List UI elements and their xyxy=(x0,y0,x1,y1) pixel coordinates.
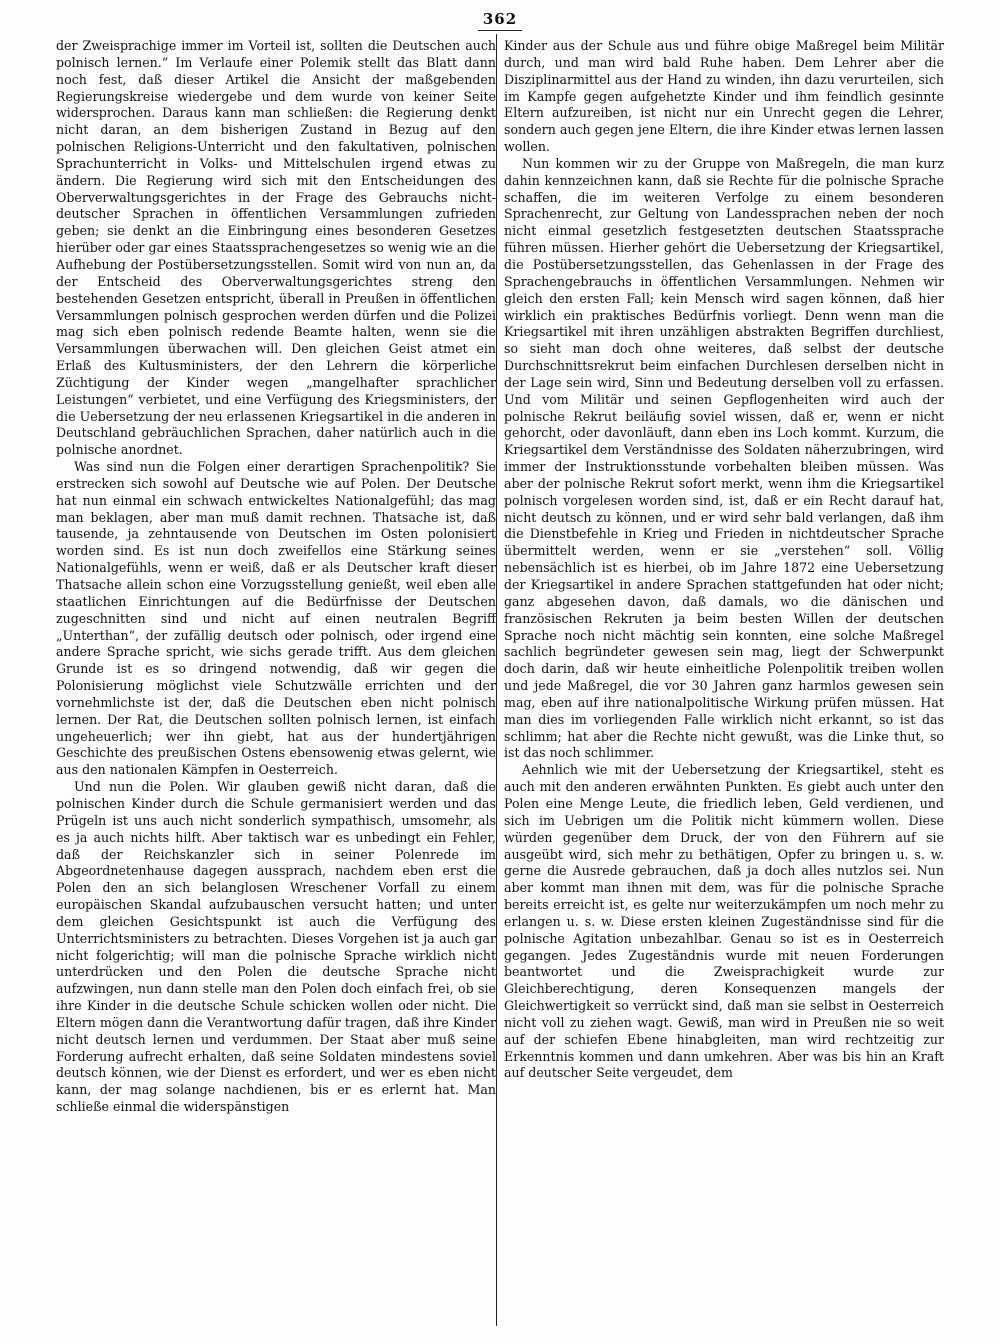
left-column xyxy=(56,38,496,1330)
paragraph: Nun kommen wir zu der Gruppe von Maßregeln, die man kurz dahin kennzeichnen kann, daß sie Rechte für die polnische Sprache schaffen, die im weiteren Verfolge zu einem besonderen Sprachenrecht, zur Geltung von Landessprachen neben der noch nicht einmal gesetzlich festgesetzten deutschen Staatssprache führen müssen. Hierher gehört die Uebersetzung der Kriegsartikel, die Postübersetzungsstellen, das Gehenlassen in der Frage des Sprachengebrauchs in öffentlichen Versammlungen. Nehmen wir gleich den ersten Fall; kein Mensch wird sagen können, daß hier wirklich ein praktisches Bedürfnis vorliegt. Denn wenn man die Kriegsartikel mit ihren unzähligen abstrakten Begriffen durchliest, so sieht man doch ohne weiteres, daß selbst der deutsche Durchschnittsrekrut beim einfachen Durchlesen derselben nicht in der Lage sein wird, Sinn und Bedeutung derselben voll zu erfassen. Und vom Militär und seinen Gepflogenheiten wird auch der polnische Rekrut beiläufig soviel wissen, daß er, wenn er nicht gehorcht, oder davonläuft, dann eben ins Loch kommt. Kurzum, die Kriegsartikel dem Verständnisse des Soldaten näherzubringen, wird immer der Instruktionsstunde vorbehalten bleiben müssen. Was aber der polnische Rekrut sofort merkt, wenn ihm die Kriegsartikel polnisch vorgelesen worden sind, ist, daß er ein Recht darauf hat, nicht deutsch zu können, und er wird sehr bald verlangen, daß ihm die Dienstbefehle in Krieg und Frieden in nichtdeutscher Sprache übermittelt werden, wenn er sie „verstehen“ soll. Völlig nebensächlich ist es hierbei, ob im Jahre 1872 eine Uebersetzung der Kriegsartikel in andere Sprachen stattgefunden hat oder nicht; ganz abgesehen davon, daß damals, wo die dänischen und französischen Rekruten ja beim besten Willen der deutschen Sprache noch nicht mächtig sein konnten, eine solche Maßregel sachlich begründeter gewesen sein mag, liegt der Schwerpunkt doch darin, daß wir heute einheitliche Polenpolitik treiben wollen und jede Maßregel, die vor 30 Jahren ganz harmlos gewesen sein mag, eben auf ihre nationalpolitische Wirkung prüfen müssen. Hat man dies im vorliegenden Falle wirklich nicht erkannt, so ist das schlimm; hat aber die Rechte nicht gewußt, was die Linke thut, so ist das noch schlimmer. xyxy=(504,155,944,761)
paragraph: der Zweisprachige immer im Vorteil ist, sollten die Deutschen auch polnisch lernen.“ Im Verlaufe einer Polemik stellt das Blatt dann noch fest, daß dieser Artikel die Ansicht der maßgebenden Regierungskreise wiedergebe und dem wurde von keiner Seite widersprochen. Daraus kann man schließen: die Regierung denkt nicht daran, an dem bisherigen Zustand in Bezug auf den polnischen Religions-Unterricht und den fakultativen, polnischen Sprachunterricht in Volks- und Mittelschulen irgend etwas zu ändern. Die Regierung wird sich mit den Entscheidungen des Oberverwaltungsgerichtes in der Frage des Gebrauchs nicht-deutscher Sprachen in öffentlichen Versammlungen zufrieden geben; sie denkt an die Einbringung eines besonderen Gesetzes hierüber oder gar eines Staatssprachengesetzes so wenig wie an die Aufhebung der Postübersetzungsstellen. Somit wird von nun an, da der Entscheid des Oberverwaltungsgerichtes streng den bestehenden Gesetzen entspricht, überall in Preußen in öffentlichen Versammlungen polnisch gesprochen werden dürfen und die Polizei mag sich eben polnisch redende Beamte halten, wenn sie die Versammlungen überwachen will. Den gleichen Geist atmet ein Erlaß des Kultusministers, der den Lehrern die körperliche Züchtigung der Kinder wegen „mangelhafter sprachlicher Leistungen“ verbietet, und eine Verfügung des Kriegsministers, der die Uebersetzung der neu erlassenen Kriegsartikel in die anderen in Deutschland gebräuchlichen Sprachen, daher natürlich auch in die polnische anordnet. xyxy=(56,38,496,458)
right-column xyxy=(504,38,944,1330)
paragraph: Was sind nun die Folgen einer derartigen Sprachenpolitik? Sie erstrecken sich sowohl auf Deutsche wie auf Polen. Der Deutsche hat nun einmal ein schwach entwickeltes Nationalgefühl; das mag man beklagen, aber man muß damit rechnen. Thatsache ist, daß tausende, ja zehntausende von Deutschen im Osten polonisiert worden sind. Es ist nun doch zweifellos eine Stärkung seines Nationalgefühls, wenn er weiß, daß er als Deutscher kraft dieser Thatsache allein schon eine Vorzugsstellung genießt, weil eben alle staatlichen Einrichtungen auf die Bedürfnisse der Deutschen zugeschnitten sind und nicht auf einen neutralen Begriff „Unterthan“, der zufällig deutsch oder polnisch, oder irgend eine andere Sprache spricht, wie sichs gerade trifft. Aus dem gleichen Grunde ist es so dringend notwendig, daß wir gegen die Polonisierung möglichst viele Schutzwälle errichten und der vornehmlichste ist der, daß die Deutschen eben nicht polnisch lernen. Der Rat, die Deutschen sollten polnisch lernen, ist einfach ungeheuerlich; wer ihn giebt, hat aus der hundertjährigen Geschichte des preußischen Ostens ebensowenig etwas gelernt, wie aus den nationalen Kämpfen in Oesterreich. xyxy=(56,459,496,778)
paragraph: Aehnlich wie mit der Uebersetzung der Kriegsartikel, steht es auch mit den anderen erwähnten Punkten. Es giebt auch unter den Polen eine Menge Leute, die friedlich leben, Geld verdienen, und sich im Uebrigen um die Politik nicht kümmern wollen. Diese würden gegenüber dem Druck, der von den Führern auf sie ausgeübt wird, sich mehr zu bethätigen, Opfer zu bringen u. s. w. gerne die Ausrede gebrauchen, daß ja doch alles nutzlos sei. Nun aber kommt man ihnen mit dem, was für die polnische Sprache bereits erreicht ist, es gelte nur weiterzukämpfen um noch mehr zu erlangen u. s. w. Diese ersten kleinen Zugeständnisse sind für die polnische Agitation unbezahlbar. Genau so ist es in Oesterreich gegangen. Jedes Zugeständnis wurde mit neuen Forderungen beantwortet und die Zweisprachigkeit wurde zur Gleichberechtigung, deren Konsequenzen mangels der Gleichwertigkeit so verrückt sind, daß man sie selbst in Oesterreich nicht voll zu ziehen wagt. Gewiß, man wird in Preußen nie so weit auf der schiefen Ebene hinabgleiten, man wird rechtzeitig zur Erkenntnis kommen und dann umkehren. Aber was bis hin an Kraft auf deutscher Seite vergeudet, dem xyxy=(504,762,944,1081)
page-number: 362 xyxy=(482,10,518,28)
paragraph: Und nun die Polen. Wir glauben gewiß nicht daran, daß die polnischen Kinder durch die Schule germanisiert werden und das Prügeln ist uns auch nicht sonderlich sympathisch, umsomehr, als es ja auch nichts hilft. Aber taktisch war es unbedingt ein Fehler, daß der Reichskanzler sich in seiner Polenrede im Abgeordnetenhause dagegen aussprach, nachdem eben erst die Polen den an sich belanglosen Wreschener Vorfall zu einem europäischen Skandal aufzubauschen versucht hatten; und unter dem gleichen Gesichtspunkt ist auch die Verfügung des Unterrichtsministers zu betrachten. Dieses Vorgehen ist ja auch gar nicht folgerichtig; will man die polnische Sprache wirklich nicht unterdrücken und den Polen die deutsche Sprache nicht aufzwingen, nun dann stelle man den Polen doch einfach frei, ob sie ihre Kinder in die deutsche Schule schicken wollen oder nicht. Die Eltern mögen dann die Verantwortung dafür tragen, daß ihre Kinder nicht deutsch lernen und verdummen. Der Staat aber muß seine Forderung aufrecht erhalten, daß seine Soldaten mindestens soviel deutsch können, wie der Dienst es erfordert, und wer es eben nicht kann, der mag solange nachdienen, bis er es erlernt hat. Man schließe einmal die widerspänstigen xyxy=(56,779,496,1115)
header-rule xyxy=(478,30,522,31)
column-divider xyxy=(496,34,497,1326)
paragraph: Kinder aus der Schule aus und führe obige Maßregel beim Militär durch, und man wird bald Ruhe haben. Dem Lehrer aber die Disziplinarmittel aus der Hand zu winden, ihn dazu verurteilen, sich im Kampfe gegen aufgehetzte Kinder und ihm feindlich gesinnte Eltern aufzureiben, ist nicht nur ein Unrecht gegen die Lehrer, sondern auch gegen jene Eltern, die ihre Kinder etwas lernen lassen wollen. xyxy=(504,38,944,155)
